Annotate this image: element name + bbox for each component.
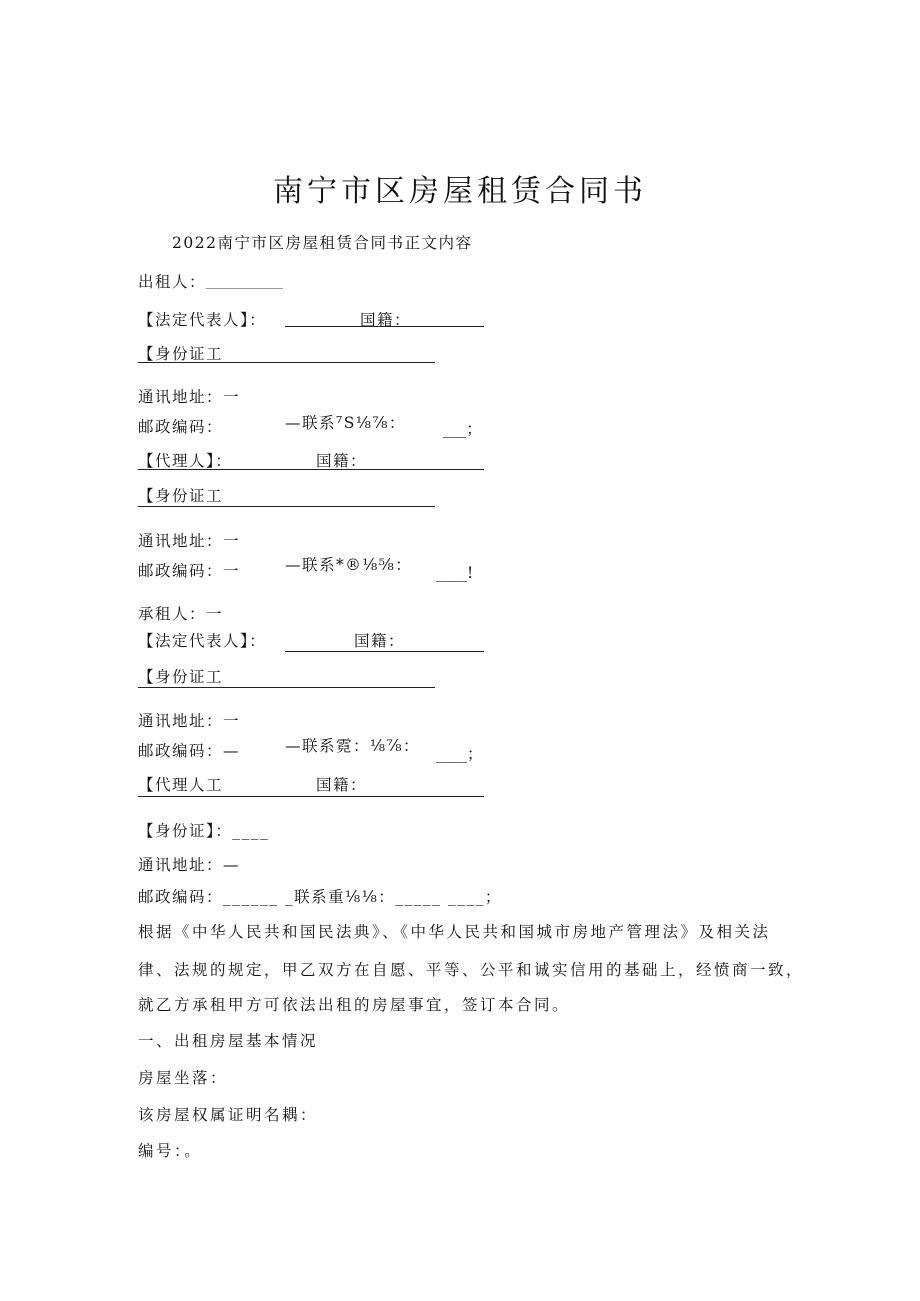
lessee-id-label: 【身份证工 [138, 668, 224, 686]
lessee-agent-underline[interactable] [138, 796, 484, 797]
ownership-cert-label: 该房屋权属证明名耦： [138, 1106, 319, 1124]
lessee-postal-label: 邮政编码：— [138, 742, 241, 760]
lessor-agent-label: 【代理人】： [138, 452, 233, 470]
cert-number-label: 编号：。 [138, 1142, 203, 1160]
lessor-contact-label: —联系⁷S⅛⅞： [285, 414, 406, 432]
house-location-label: 房屋坐落： [138, 1069, 229, 1087]
intro-paragraph-line-1: 根据《中华人民共和国民法典》、《中华人民共和国城市房地产管理法》及相关法 [138, 923, 771, 941]
intro-paragraph-line-3: 就乙方承租甲方可依法出租的房屋事宜，签订本合同。 [138, 996, 571, 1014]
lessor-id-label: 【身份证工 [138, 345, 224, 363]
lessee-label: 承租人：一 [138, 605, 224, 623]
lessor-agent-underline[interactable] [138, 469, 484, 470]
lessor-contact-blank[interactable]: ___； [443, 420, 482, 438]
document-title: 南宁市区房屋租赁合同书 [273, 174, 647, 210]
lessee-agent-postal-line: 邮政编码：______ _联系重⅛⅛：_____ ____； [138, 888, 502, 906]
lessor-legal-rep-underline[interactable] [285, 326, 484, 327]
lessee-nationality-label: 国籍： [354, 632, 406, 650]
lessor-agent-id-underline[interactable] [138, 506, 435, 507]
lessor-address-label: 通讯地址：一 [138, 388, 241, 406]
section-1-heading: 一、出租房屋基本情况 [138, 1032, 319, 1050]
intro-paragraph-line-2: 律、法规的规定，甲乙双方在自愿、平等、公平和诚实信用的基础上，经愤商一致， [138, 961, 805, 979]
lessor-postal-label: 邮政编码： [138, 418, 224, 436]
lessee-agent-id-label: 【身份证】：____ [138, 822, 270, 840]
lessor-legal-rep-label: 【法定代表人】： [138, 311, 267, 329]
lessee-legal-rep-label: 【法定代表人】： [138, 632, 267, 650]
lessee-address-label: 通讯地址：一 [138, 712, 241, 730]
lessor-agent-postal-label: 邮政编码：一 [138, 562, 241, 580]
lessee-agent-address-label: 通讯地址：— [138, 856, 241, 874]
lessor-agent-address-label: 通讯地址：一 [138, 532, 241, 550]
lessor-agent-contact-label: —联系*®⅛⅝： [285, 556, 413, 574]
lessor-agent-contact-blank[interactable]: ____! [436, 564, 474, 582]
lessor-label: 出租人： [138, 273, 207, 291]
lessee-agent-label: 【代理人工 [138, 776, 224, 794]
lessor-nationality-label: 国籍： [360, 311, 412, 329]
document-subtitle: 2022南宁市区房屋租赁合同书正文内容 [172, 234, 473, 252]
lessee-contact-label: —联系霓：⅛⅞： [285, 737, 421, 755]
lessee-id-underline[interactable] [138, 687, 435, 688]
lessor-agent-id-label: 【身份证工 [138, 487, 224, 505]
lessee-agent-nationality-label: 国籍： [316, 776, 368, 794]
lessor-agent-nationality-label: 国籍： [316, 452, 368, 470]
lessor-id-underline[interactable] [138, 362, 435, 363]
lessee-contact-blank[interactable]: ____； [436, 745, 483, 763]
lessor-blank[interactable] [206, 288, 283, 289]
lessee-legal-rep-underline[interactable] [285, 651, 484, 652]
